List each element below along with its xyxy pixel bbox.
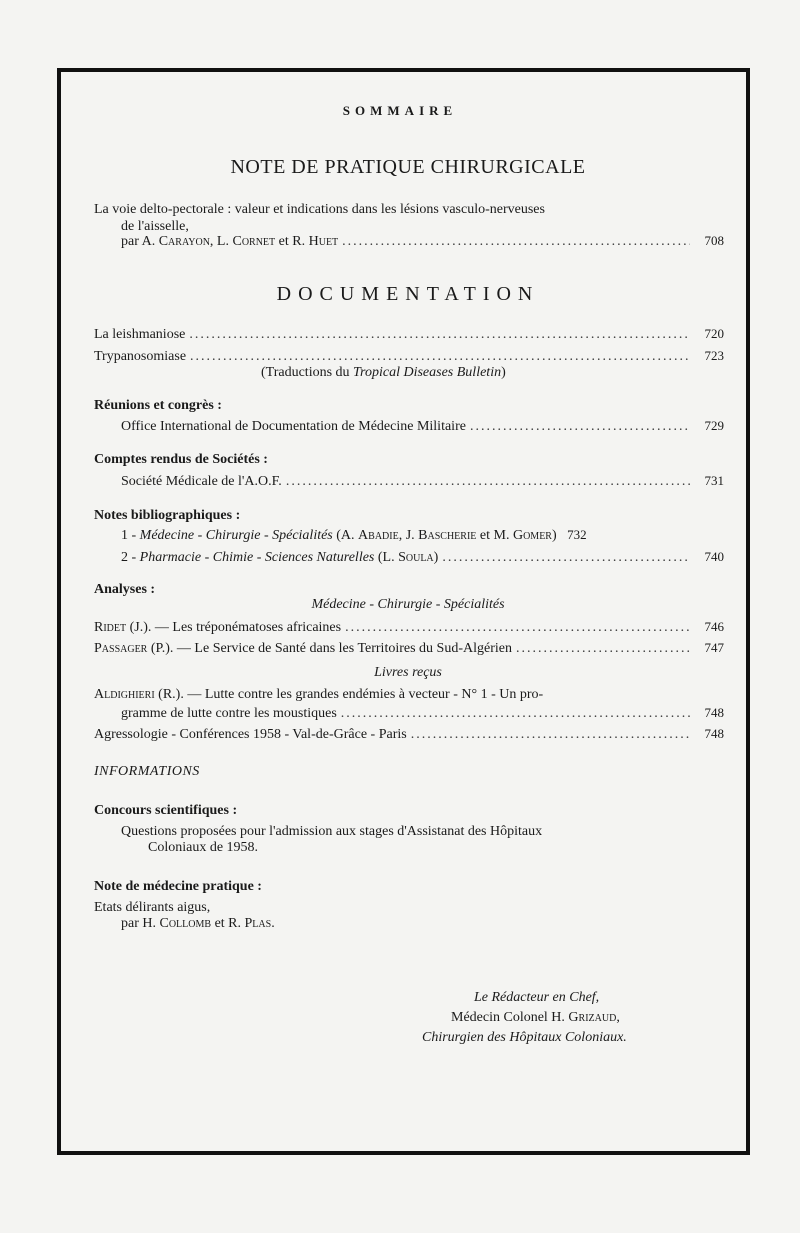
signature-role: Chirurgien des Hôpitaux Coloniaux. [422, 1030, 627, 1045]
toc-entry-passager: Passager (P.). — Le Service de Santé dans les Territoires du Sud-Algérien ..... 747 [94, 640, 724, 657]
page-number: 731 [704, 473, 724, 488]
page-number: 748 [704, 726, 724, 741]
page-number: 748 [704, 705, 724, 720]
translation-note: (Traductions du Tropical Diseases Bulletin) [261, 365, 506, 380]
leader-dots [411, 727, 690, 743]
toc-entry-office: Office International de Documentation de Médecine Militaire ..... 729 [121, 418, 724, 435]
page-number: 746 [704, 619, 724, 634]
toc-entry-ridet: Ridet (J.). — Les tréponématoses africaines ..... 746 [94, 619, 724, 636]
section-heading-biblio: Notes bibliographiques : [94, 508, 241, 523]
note-medecine-authors: par H. Collomb et R. Plas. [121, 916, 275, 931]
leader-dots [190, 349, 690, 365]
leader-dots [189, 327, 690, 343]
note-article-line1: La voie delto-pectorale : valeur et indications dans les lésions vasculo-nerveuses [94, 202, 545, 217]
signature-name: Médecin Colonel H. Grizaud, [451, 1010, 620, 1025]
leader-dots [470, 419, 690, 435]
page-number: 729 [704, 418, 724, 433]
concours-line2: Coloniaux de 1958. [148, 840, 259, 855]
subheading-note-medecine: Note de médecine pratique : [94, 879, 262, 894]
page-number: 720 [704, 326, 724, 341]
toc-entry-societe: Société Médicale de l'A.O.F. ..... 731 [121, 473, 724, 490]
leader-dots [442, 550, 690, 566]
concours-line1: Questions proposées pour l'admission aux stages d'Assistanat des Hôpitaux [121, 824, 543, 839]
toc-entry-trypanosomiase: Trypanosomiase ..... 723 [94, 348, 724, 365]
section-heading-informations: INFORMATIONS [94, 764, 200, 779]
section-heading-documentation: DOCUMENTATION [276, 283, 540, 305]
note-article-authors: par A. Carayon, L. Cornet et R. Huet ..... 708 [121, 233, 724, 250]
page-number: 747 [704, 640, 724, 655]
note-article-line2: de l'aisselle, [121, 219, 189, 234]
toc-entry-biblio-2: 2 - Pharmacie - Chimie - Sciences Naturelles (L. Soula) ..... 740 [121, 549, 724, 566]
toc-entry-aldighieri-line2: gramme de lutte contre les moustiques ..... 748 [121, 705, 724, 722]
note-medecine-line1: Etats délirants aigus, [94, 900, 211, 915]
leader-dots [341, 706, 690, 722]
section-heading-comptes: Comptes rendus de Sociétés : [94, 452, 268, 467]
leader-dots [345, 620, 690, 636]
leader-dots [286, 474, 690, 490]
section-heading-analyses: Analyses : [94, 582, 156, 597]
section-heading-note: NOTE DE PRATIQUE CHIRURGICALE [230, 156, 586, 178]
leader-dots [516, 641, 690, 657]
section-heading-reunions: Réunions et congrès : [94, 398, 222, 413]
page-number: 732 [567, 527, 587, 542]
toc-entry-leishmaniose: La leishmaniose ..... 720 [94, 326, 724, 343]
toc-entry-biblio-1: 1 - Médecine - Chirurgie - Spécialités (A. Abadie, J. Bascherie et M. Gomer) 732 [121, 527, 587, 543]
page-title: SOMMAIRE [342, 103, 458, 118]
signature-title: Le Rédacteur en Chef, [474, 990, 600, 1005]
page-number: 723 [704, 348, 724, 363]
subheading-concours: Concours scientifiques : [94, 803, 238, 818]
page-number: 708 [704, 233, 724, 248]
page-number: 740 [704, 549, 724, 564]
toc-entry-aldighieri-line1: Aldighieri (R.). — Lutte contre les grandes endémies à vecteur - N° 1 - Un pro- [94, 687, 544, 702]
analyses-subheading-medecine: Médecine - Chirurgie - Spécialités [311, 597, 505, 612]
toc-entry-agressologie: Agressologie - Conférences 1958 - Val-de-Grâce - Paris ..... 748 [94, 726, 724, 743]
analyses-subheading-livres: Livres reçus [374, 665, 442, 680]
leader-dots [342, 234, 690, 250]
